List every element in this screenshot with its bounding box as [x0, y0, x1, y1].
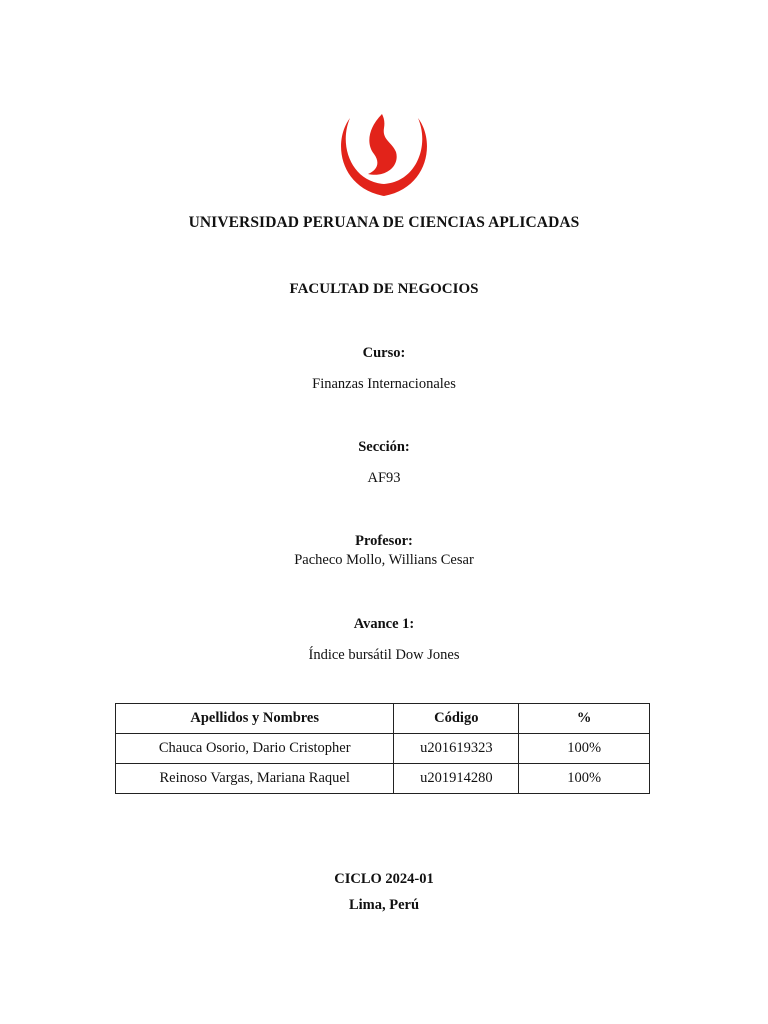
logo-flame	[368, 114, 397, 175]
location: Lima, Perú	[348, 897, 420, 913]
section-label: Sección:	[358, 439, 410, 455]
header-percent: %	[519, 704, 650, 734]
progress-label: Avance 1:	[353, 616, 415, 632]
header-code: Código	[394, 704, 519, 734]
faculty-name: FACULTAD DE NEGOCIOS	[289, 281, 479, 297]
section-value: AF93	[367, 470, 401, 486]
member-percent: 100%	[519, 734, 650, 764]
table-row	[116, 734, 650, 764]
member-code: u201914280	[394, 764, 519, 794]
table-header-row	[116, 704, 650, 734]
professor-value: Pacheco Mollo, Willians Cesar	[294, 552, 474, 568]
university-name: UNIVERSIDAD PERUANA DE CIENCIAS APLICADAS	[188, 214, 580, 231]
table-row	[116, 764, 650, 794]
member-name: Chauca Osorio, Dario Cristopher	[116, 734, 394, 764]
members-table	[115, 703, 650, 794]
professor-label: Profesor:	[355, 533, 413, 549]
course-label: Curso:	[362, 345, 406, 361]
member-code: u201619323	[394, 734, 519, 764]
cycle: CICLO 2024-01	[334, 871, 434, 887]
member-percent: 100%	[519, 764, 650, 794]
university-flame-logo-icon	[338, 112, 430, 200]
member-name: Reinoso Vargas, Mariana Raquel	[116, 764, 394, 794]
header-names: Apellidos y Nombres	[116, 704, 394, 734]
progress-value: Índice bursátil Dow Jones	[308, 647, 460, 663]
course-value: Finanzas Internacionales	[312, 376, 456, 392]
